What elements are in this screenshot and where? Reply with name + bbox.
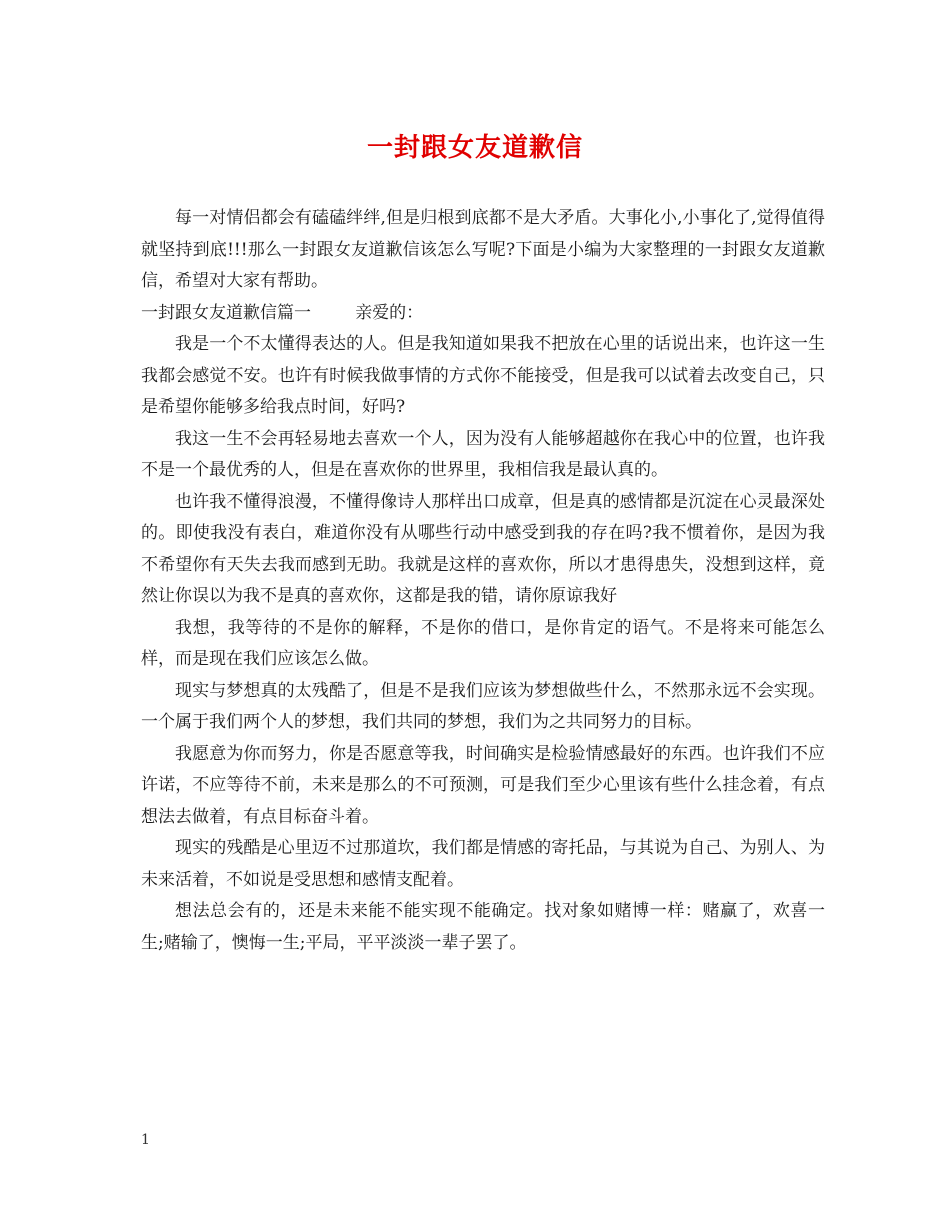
body-paragraph: 想法总会有的，还是未来能不能实现不能确定。找对象如赌博一样：赌赢了，欢喜一生;赌输了，懊悔一生;平局，平平淡淡一辈子罢了。 [141,901,825,953]
body-paragraph: 我愿意为你而努力，你是否愿意等我，时间确实是检验情感最好的东西。也许我们不应许诺，不应等待不前，未来是那么的不可预测，可是我们至少心里该有些什么挂念着，有点想法去做着，有点目标奋斗着。 [141,743,825,827]
body-paragraph: 我这一生不会再轻易地去喜欢一个人，因为没有人能够超越你在我心中的位置，也许我不是一个最优秀的人，但是在喜欢你的世界里，我相信我是最认真的。 [141,428,825,480]
body-paragraph: 现实与梦想真的太残酷了，但是不是我们应该为梦想做些什么，不然那永远不会实现。一个属于我们两个人的梦想，我们共同的梦想，我们为之共同努力的目标。 [141,680,825,732]
body-paragraph: 现实的残酷是心里迈不过那道坎，我们都是情感的寄托品，与其说为自己、为别人、为未来活着，不如说是受思想和感情支配着。 [141,838,825,890]
page-number: 1 [141,1132,150,1148]
document-body [141,203,825,959]
body-paragraph: 我想，我等待的不是你的解释，不是你的借口，是你肯定的语气。不是将来可能怎么样，而是现在我们应该怎么做。 [141,617,825,669]
document-title: 一封跟女友道歉信 [366,133,583,163]
letter-greeting: 亲爱的： [355,302,424,323]
section-heading: 一封跟女友道歉信篇一 [141,302,311,323]
section-heading-line [141,298,825,330]
body-paragraph: 也许我不懂得浪漫，不懂得像诗人那样出口成章，但是真的感情都是沉淀在心灵最深处的。即使我没有表白，难道你没有从哪些行动中感受到我的存在吗?我不惯着你，是因为我不希望你有天失去我而感到无助。我就是这样的喜欢你，所以才患得患失，没想到这样，竟然让你误以为我不是真的喜欢你，这都是我的错，请你原谅我好 [141,491,825,606]
intro-paragraph: 每一对情侣都会有磕磕绊绊,但是归根到底都不是大矛盾。大事化小,小事化了,觉得值得就坚持到底!!!那么一封跟女友道歉信该怎么写呢?下面是小编为大家整理的一封跟女友道歉信，希望对大家有帮助。 [141,208,825,291]
body-paragraph: 我是一个不太懂得表达的人。但是我知道如果我不把放在心里的话说出来，也许这一生我都会感觉不安。也许有时候我做事情的方式你不能接受，但是我可以试着去改变自己，只是希望你能够多给我点时间，好吗? [141,334,825,417]
